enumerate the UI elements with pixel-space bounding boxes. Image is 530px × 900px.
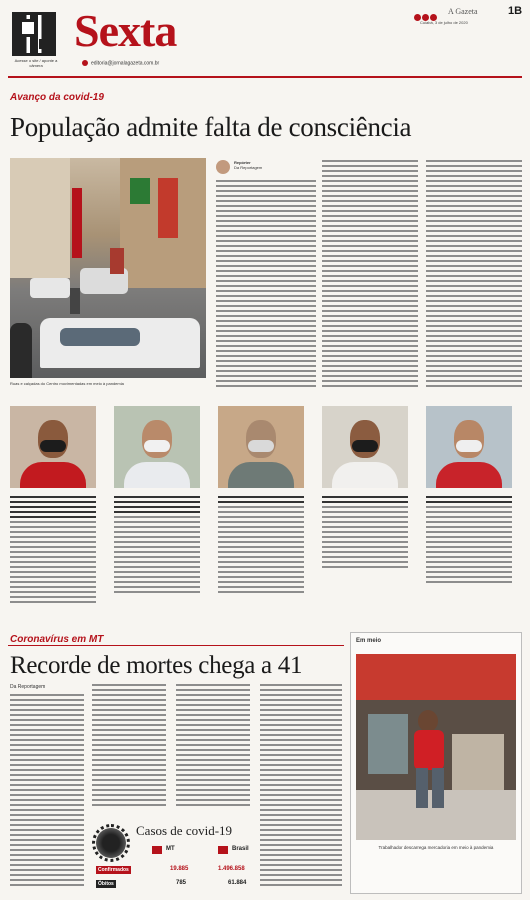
worker-photo [356,654,516,840]
story1-col-1 [216,180,316,394]
portrait-5 [426,406,512,488]
story2-col-3 [176,684,250,814]
byline-name: Repórter [234,160,251,165]
section-title: Sexta [74,5,177,56]
story2-byline: Da Reportagem [10,684,46,690]
br-confirmed: 1.496.858 [218,866,245,872]
story2-headline[interactable]: Recorde de mortes chega a 41 [10,652,303,679]
sidebox-caption: Trabalhador descarrega mercadoria em meio à pandemia [378,845,494,850]
header-rule [8,76,522,78]
portrait-3 [218,406,304,488]
street-photo [10,158,206,378]
story2-col-1 [10,694,84,894]
story2-col-2 [92,684,166,814]
byline-role: Da Reportagem [234,165,263,170]
date-line: Cuiabá, 3 de julho de 2020 [420,20,468,25]
deaths-label: Óbitos [98,881,114,887]
qr-caption: Acesse o site / aponte a câmera [14,58,58,68]
qr-code[interactable] [12,12,56,56]
paper-name: A Gazeta [448,7,478,16]
section-email[interactable]: editoria@jornalagazeta.com.br [82,60,159,66]
sidebox-head: Em meio [356,638,382,644]
quote-col-1 [10,496,96,608]
mt-deaths: 785 [176,880,187,886]
portrait-4 [322,406,408,488]
quote-col-2 [114,496,200,608]
story1-col-3 [426,160,522,394]
mt-map-icon [152,846,162,854]
confirmed-label: Confirmados [98,867,129,873]
quote-col-5 [426,496,512,608]
mt-confirmed: 19.885 [170,866,189,872]
story2-rule [8,645,344,646]
virus-icon [96,828,126,858]
quote-col-4 [322,496,408,608]
covid-box-title: Casos de covid-19 [136,823,233,838]
story1-photo-caption: Ruas e calçadas do Centro movimentadas em meio à pandemia [10,381,124,386]
br-deaths: 61.884 [228,880,247,886]
story1-kicker: Avanço da covid-19 [10,92,104,103]
quote-col-3 [218,496,304,608]
brazil-map-icon [218,846,228,854]
portrait-1 [10,406,96,488]
story1-col-2 [322,160,418,394]
story2-kicker: Coronavírus em MT [10,634,104,645]
story1-headline[interactable]: População admite falta de consciência [10,112,412,142]
page-number: 1B [508,5,523,17]
reporter-avatar [216,160,230,174]
region-mt: MT [166,846,175,852]
region-brazil: Brasil [232,846,249,852]
portrait-2 [114,406,200,488]
story1-byline [234,160,262,170]
story2-col-4 [260,684,342,894]
